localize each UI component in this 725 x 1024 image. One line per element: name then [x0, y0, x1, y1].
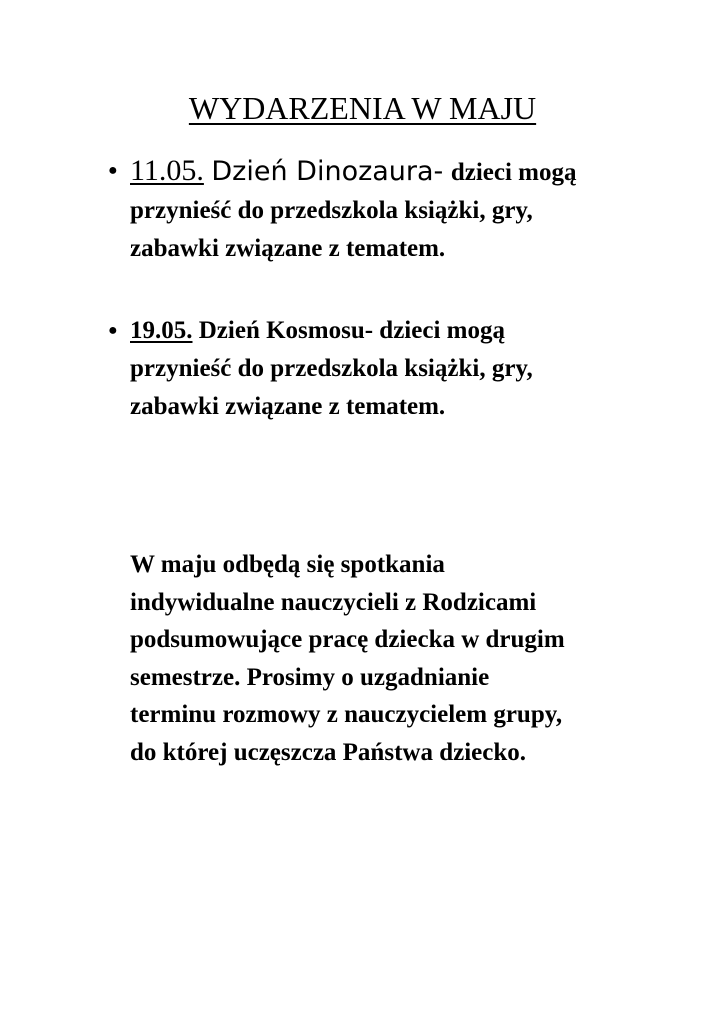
info-paragraph [130, 546, 700, 772]
event-1-line2: przynieść do przedszkola książki, gry, [130, 197, 533, 224]
page-title [0, 88, 725, 128]
info-line: do której uczęszcza Państwa dziecko. [130, 738, 526, 766]
event-item-1 [130, 152, 690, 268]
bullet-icon: ● [108, 162, 118, 179]
info-line: W maju odbędą się spotkania [130, 551, 445, 578]
page-title-text: WYDARZENIA W MAJU [188, 90, 537, 126]
event-1-name: Dzień Dinozaura- [211, 156, 444, 187]
event-1-line3: zabawki związane z tematem. [130, 235, 446, 262]
event-2-line1-rest: Dzień Kosmosu- dzieci mogą [198, 317, 505, 344]
info-line: terminu rozmowy z nauczycielem grupy, [130, 701, 563, 729]
info-line: podsumowujące pracę dziecka w drugim [130, 626, 565, 654]
info-line: semestrze. Prosimy o uzgadnianie [130, 663, 490, 691]
event-item-2 [130, 312, 690, 426]
info-line: indywidualne nauczycieli z Rodzicami [130, 588, 537, 616]
event-2-date: 19.05. [130, 317, 193, 344]
event-1-date: 11.05. [130, 154, 204, 187]
event-1-line1-rest: dzieci mogą [450, 159, 577, 186]
event-1-headline [130, 152, 690, 192]
bullet-icon: ● [108, 322, 118, 339]
event-2-line2: przynieść do przedszkola książki, gry, [130, 355, 533, 382]
event-2-headline [130, 312, 690, 350]
event-2-line3: zabawki związane z tematem. [130, 393, 446, 420]
